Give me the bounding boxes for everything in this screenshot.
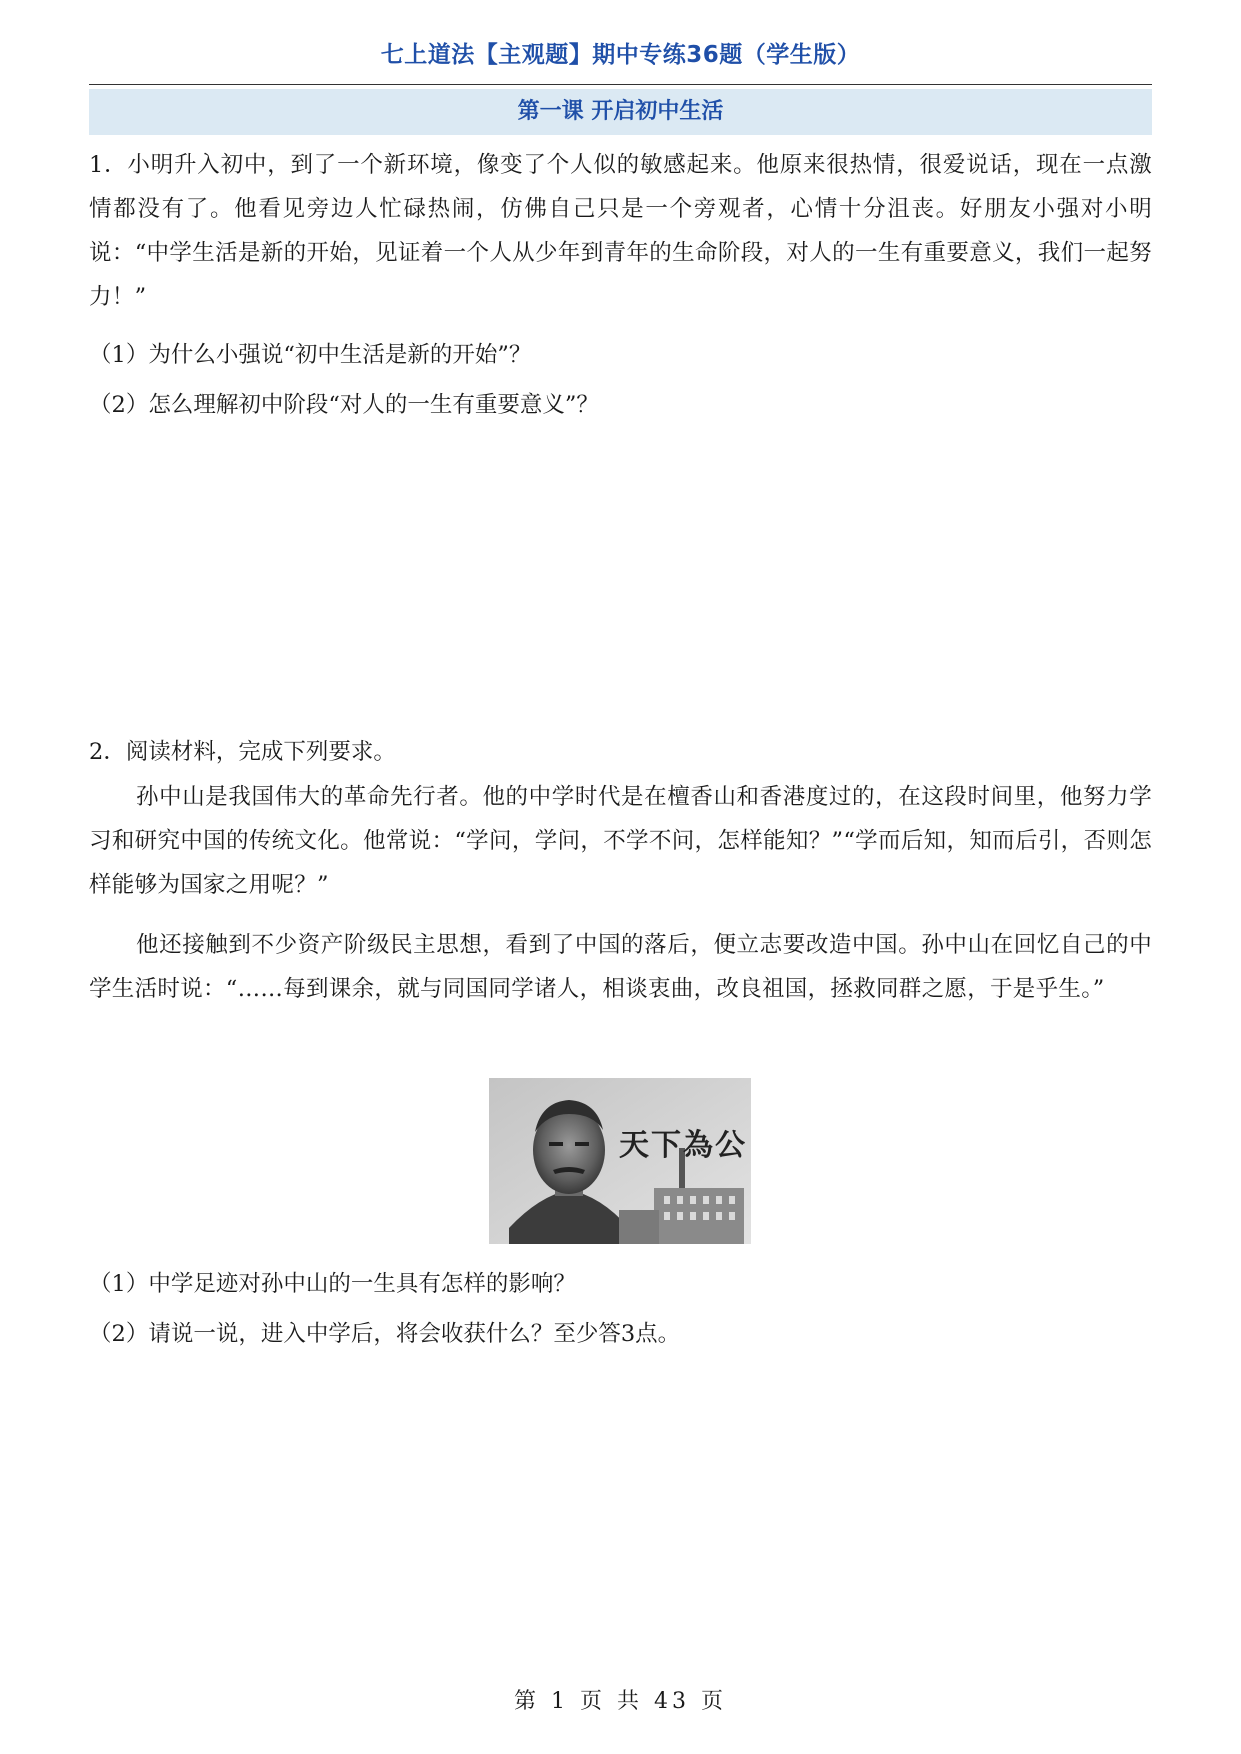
question-1-sub-1: （1）为什么小强说“初中生活是新的开始”？ [89, 342, 532, 368]
document-title: 七上道法【主观题】期中专练36题（学生版） [380, 42, 861, 68]
question-2-material-paragraph-2: 他还接触到不少资产阶级民主思想，看到了中国的落后，便立志要改造中国。孙中山在回忆自己的中学生活时说：“……每到课余，就与同国同学诸人，相谈衷曲，改良祖国，拯救同群之愿，于是乎生。” [89, 932, 1152, 1002]
question-2-material-paragraph-1: 孙中山是我国伟大的革命先行者。他的中学时代是在檀香山和香港度过的，在这段时间里，他努力学习和研究中国的传统文化。他常说：“学问，学问，不学不问，怎样能知？”“学而后知，知而后引，否则怎样能够为国家之用呢？” [89, 784, 1152, 898]
page-number: 第 1 页 共 43 页 [514, 1689, 727, 1714]
header-divider [89, 84, 1152, 85]
lesson-heading: 第一课 开启初中生活 [89, 89, 1152, 135]
question-1-stem: 1．小明升入初中，到了一个新环境，像变了个人似的敏感起来。他原来很热情，很爱说话，现在一点激情都没有了。他看见旁边人忙碌热闹，仿佛自己只是一个旁观者，心情十分沮丧。好朋友小强对小明说：“中学生活是新的开始，见证着一个人从少年到青年的生命阶段，对人的一生有重要意义，我们一起努力！” [89, 152, 1152, 310]
question-1-sub-2: （2）怎么理解初中阶段“对人的一生有重要意义”？ [89, 392, 599, 418]
question-2-sub-1: （1）中学足迹对孙中山的一生具有怎样的影响？ [89, 1271, 576, 1297]
calligraphy-text: 天下為公 [619, 1128, 747, 1163]
question-2-stem: 2．阅读材料，完成下列要求。 [89, 739, 396, 765]
question-2-sub-2: （2）请说一说，进入中学后，将会收获什么？至少答3点。 [89, 1321, 681, 1347]
sun-yat-sen-photo [489, 1078, 751, 1244]
